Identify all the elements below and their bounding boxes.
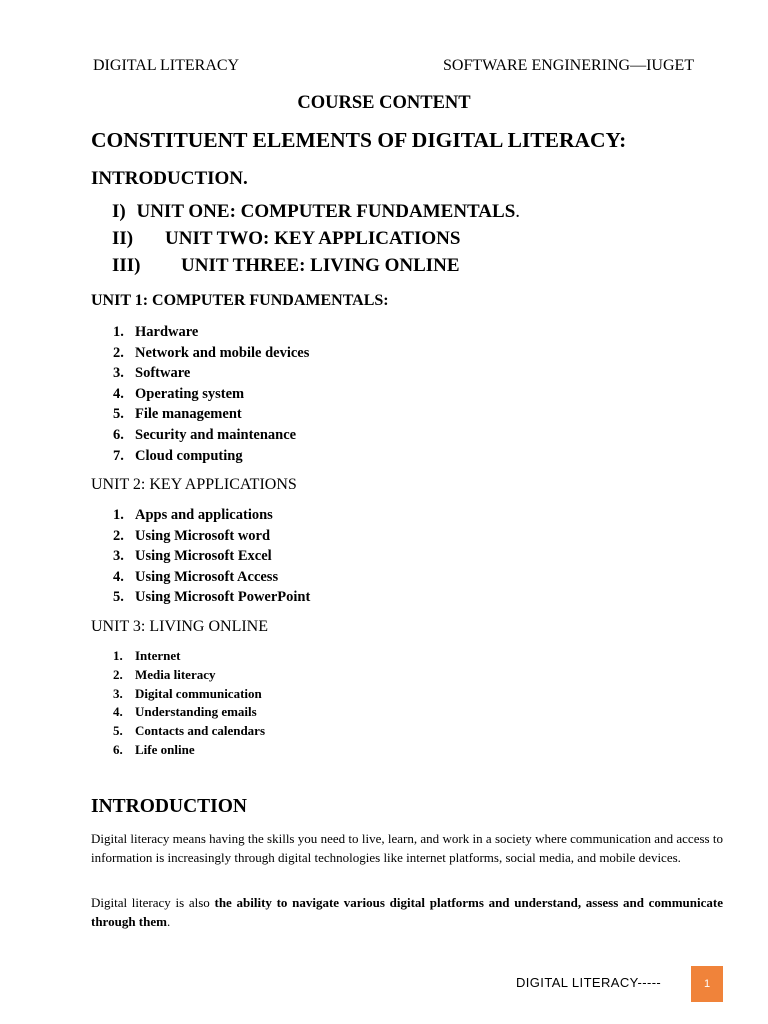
list-item: 5. File management [113, 406, 242, 423]
outline-number: III) [112, 255, 141, 276]
outline-text: UNIT TWO: KEY APPLICATIONS [165, 228, 461, 249]
list-item: 4. Operating system [113, 385, 245, 402]
list-item: 3. Digital communication [113, 685, 262, 701]
list-item: 1. Hardware [113, 324, 199, 340]
course-content-title: COURSE CONTENT [297, 93, 471, 113]
unit-heading: UNIT 3: LIVING ONLINE [91, 618, 268, 635]
list-item: 3. Using Microsoft Excel [113, 548, 272, 565]
main-title: CONSTITUENT ELEMENTS OF DIGITAL LITERACY: [91, 128, 627, 152]
outline-text: UNIT THREE: LIVING ONLINE [181, 255, 460, 276]
outline-number: II) [112, 228, 134, 249]
list-item: 3. Software [113, 365, 191, 382]
list-item: 1. Apps and applications [113, 507, 273, 523]
list-item: 5. Using Microsoft PowerPoint [113, 589, 311, 606]
list-item: 6. Life online [113, 741, 195, 757]
introduction-heading: INTRODUCTION [91, 796, 248, 817]
introduction-paragraph-1: Digital literacy means having the skills you need to live, learn, and work in a society where communication and access to information is increasingly through digital technologies like internet platforms, social media, and mobile devices. [91, 831, 723, 865]
list-item: 1. Internet [113, 648, 181, 663]
list-item: 5. Contacts and calendars [113, 723, 266, 739]
header-left: DIGITAL LITERACY [93, 57, 240, 74]
header-right: SOFTWARE ENGINERING—IUGET [443, 57, 695, 74]
unit-2-list [91, 505, 310, 608]
outline-item [112, 255, 460, 277]
intro-label: INTRODUCTION. [91, 168, 248, 189]
unit-heading: UNIT 1: COMPUTER FUNDAMENTALS: [91, 292, 389, 309]
outline-suffix: . [515, 201, 521, 222]
list-item: 4. Using Microsoft Access [113, 568, 279, 585]
outline-item [112, 228, 460, 250]
unit-heading: UNIT 2: KEY APPLICATIONS [91, 476, 297, 493]
list-item: 2. Media literacy [113, 666, 216, 682]
outline-item [112, 201, 520, 223]
footer-text: DIGITAL LITERACY----- [516, 975, 662, 990]
unit-3-list [91, 647, 265, 760]
list-item: 4. Understanding emails [113, 704, 257, 720]
list-item: 6. Security and maintenance [113, 426, 297, 443]
outline-text: UNIT ONE: COMPUTER FUNDAMENTALS [136, 201, 516, 222]
unit-1-list [91, 322, 309, 466]
page-number-badge: 1 [691, 966, 723, 1002]
list-item: 2. Network and mobile devices [113, 344, 310, 361]
list-item: 2. Using Microsoft word [113, 527, 271, 544]
outline-number: I) [112, 201, 126, 222]
introduction-paragraph-2: Digital literacy is also the ability to navigate various digital platforms and understand, assess and communicate through them. [91, 895, 723, 929]
list-item: 7. Cloud computing [113, 447, 243, 464]
